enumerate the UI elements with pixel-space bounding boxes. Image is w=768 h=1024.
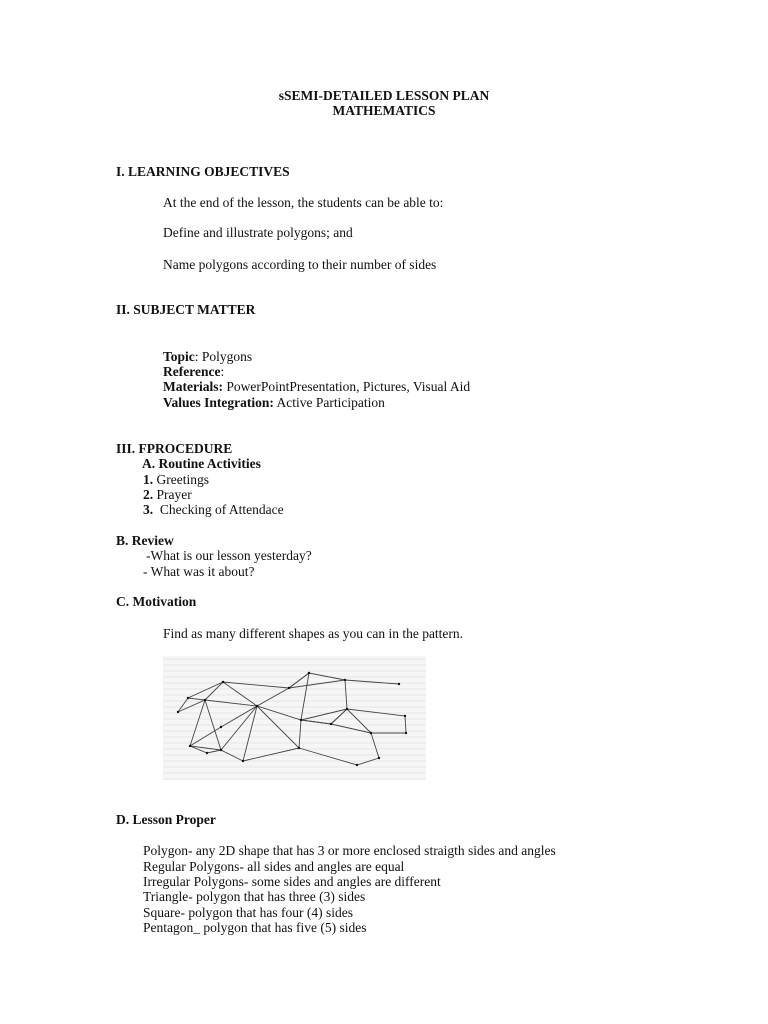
objective-item: Define and illustrate polygons; and [163,225,353,240]
routine-heading: A. Routine Activities [142,456,261,471]
review-item: - What was it about? [143,564,255,579]
polygon-pattern-image [163,656,426,780]
field-topic: Topic: Polygons [163,349,253,364]
document-title: sSEMI-DETAILED LESSON PLAN [278,88,490,103]
routine-item: 3. Checking of Attendace [143,502,284,517]
procedure-heading: III. FPROCEDURE [116,441,233,456]
lesson-item: Polygon- any 2D shape that has 3 or more enclosed straigth sides and angles [143,843,556,858]
subject-matter-heading: II. SUBJECT MATTER [116,302,256,317]
lesson-item: Regular Polygons- all sides and angles are equal [143,859,405,874]
lesson-item: Irregular Polygons- some sides and angles are different [143,874,441,889]
lesson-item: Triangle- polygon that has three (3) sides [143,889,366,904]
motivation-instruction: Find as many different shapes as you can in the pattern. [163,626,464,641]
motivation-heading: C. Motivation [116,594,197,609]
objective-item: Name polygons according to their number of sides [163,257,437,272]
routine-item: 1. Greetings [143,472,209,487]
document-subject: MATHEMATICS [332,103,436,118]
field-values-integration: Values Integration: Active Participation [163,395,385,410]
review-heading: B. Review [116,533,174,548]
objectives-heading: I. LEARNING OBJECTIVES [116,164,290,179]
objectives-intro: At the end of the lesson, the students can be able to: [163,195,444,210]
lesson-item: Pentagon_ polygon that has five (5) sides [143,920,367,935]
field-materials: Materials: PowerPointPresentation, Pictures, Visual Aid [163,379,471,394]
review-item: -What is our lesson yesterday? [146,548,312,563]
field-reference: Reference: [163,364,225,379]
lesson-proper-heading: D. Lesson Proper [116,812,216,827]
routine-item: 2. Prayer [143,487,192,502]
lesson-item: Square- polygon that has four (4) sides [143,905,353,920]
